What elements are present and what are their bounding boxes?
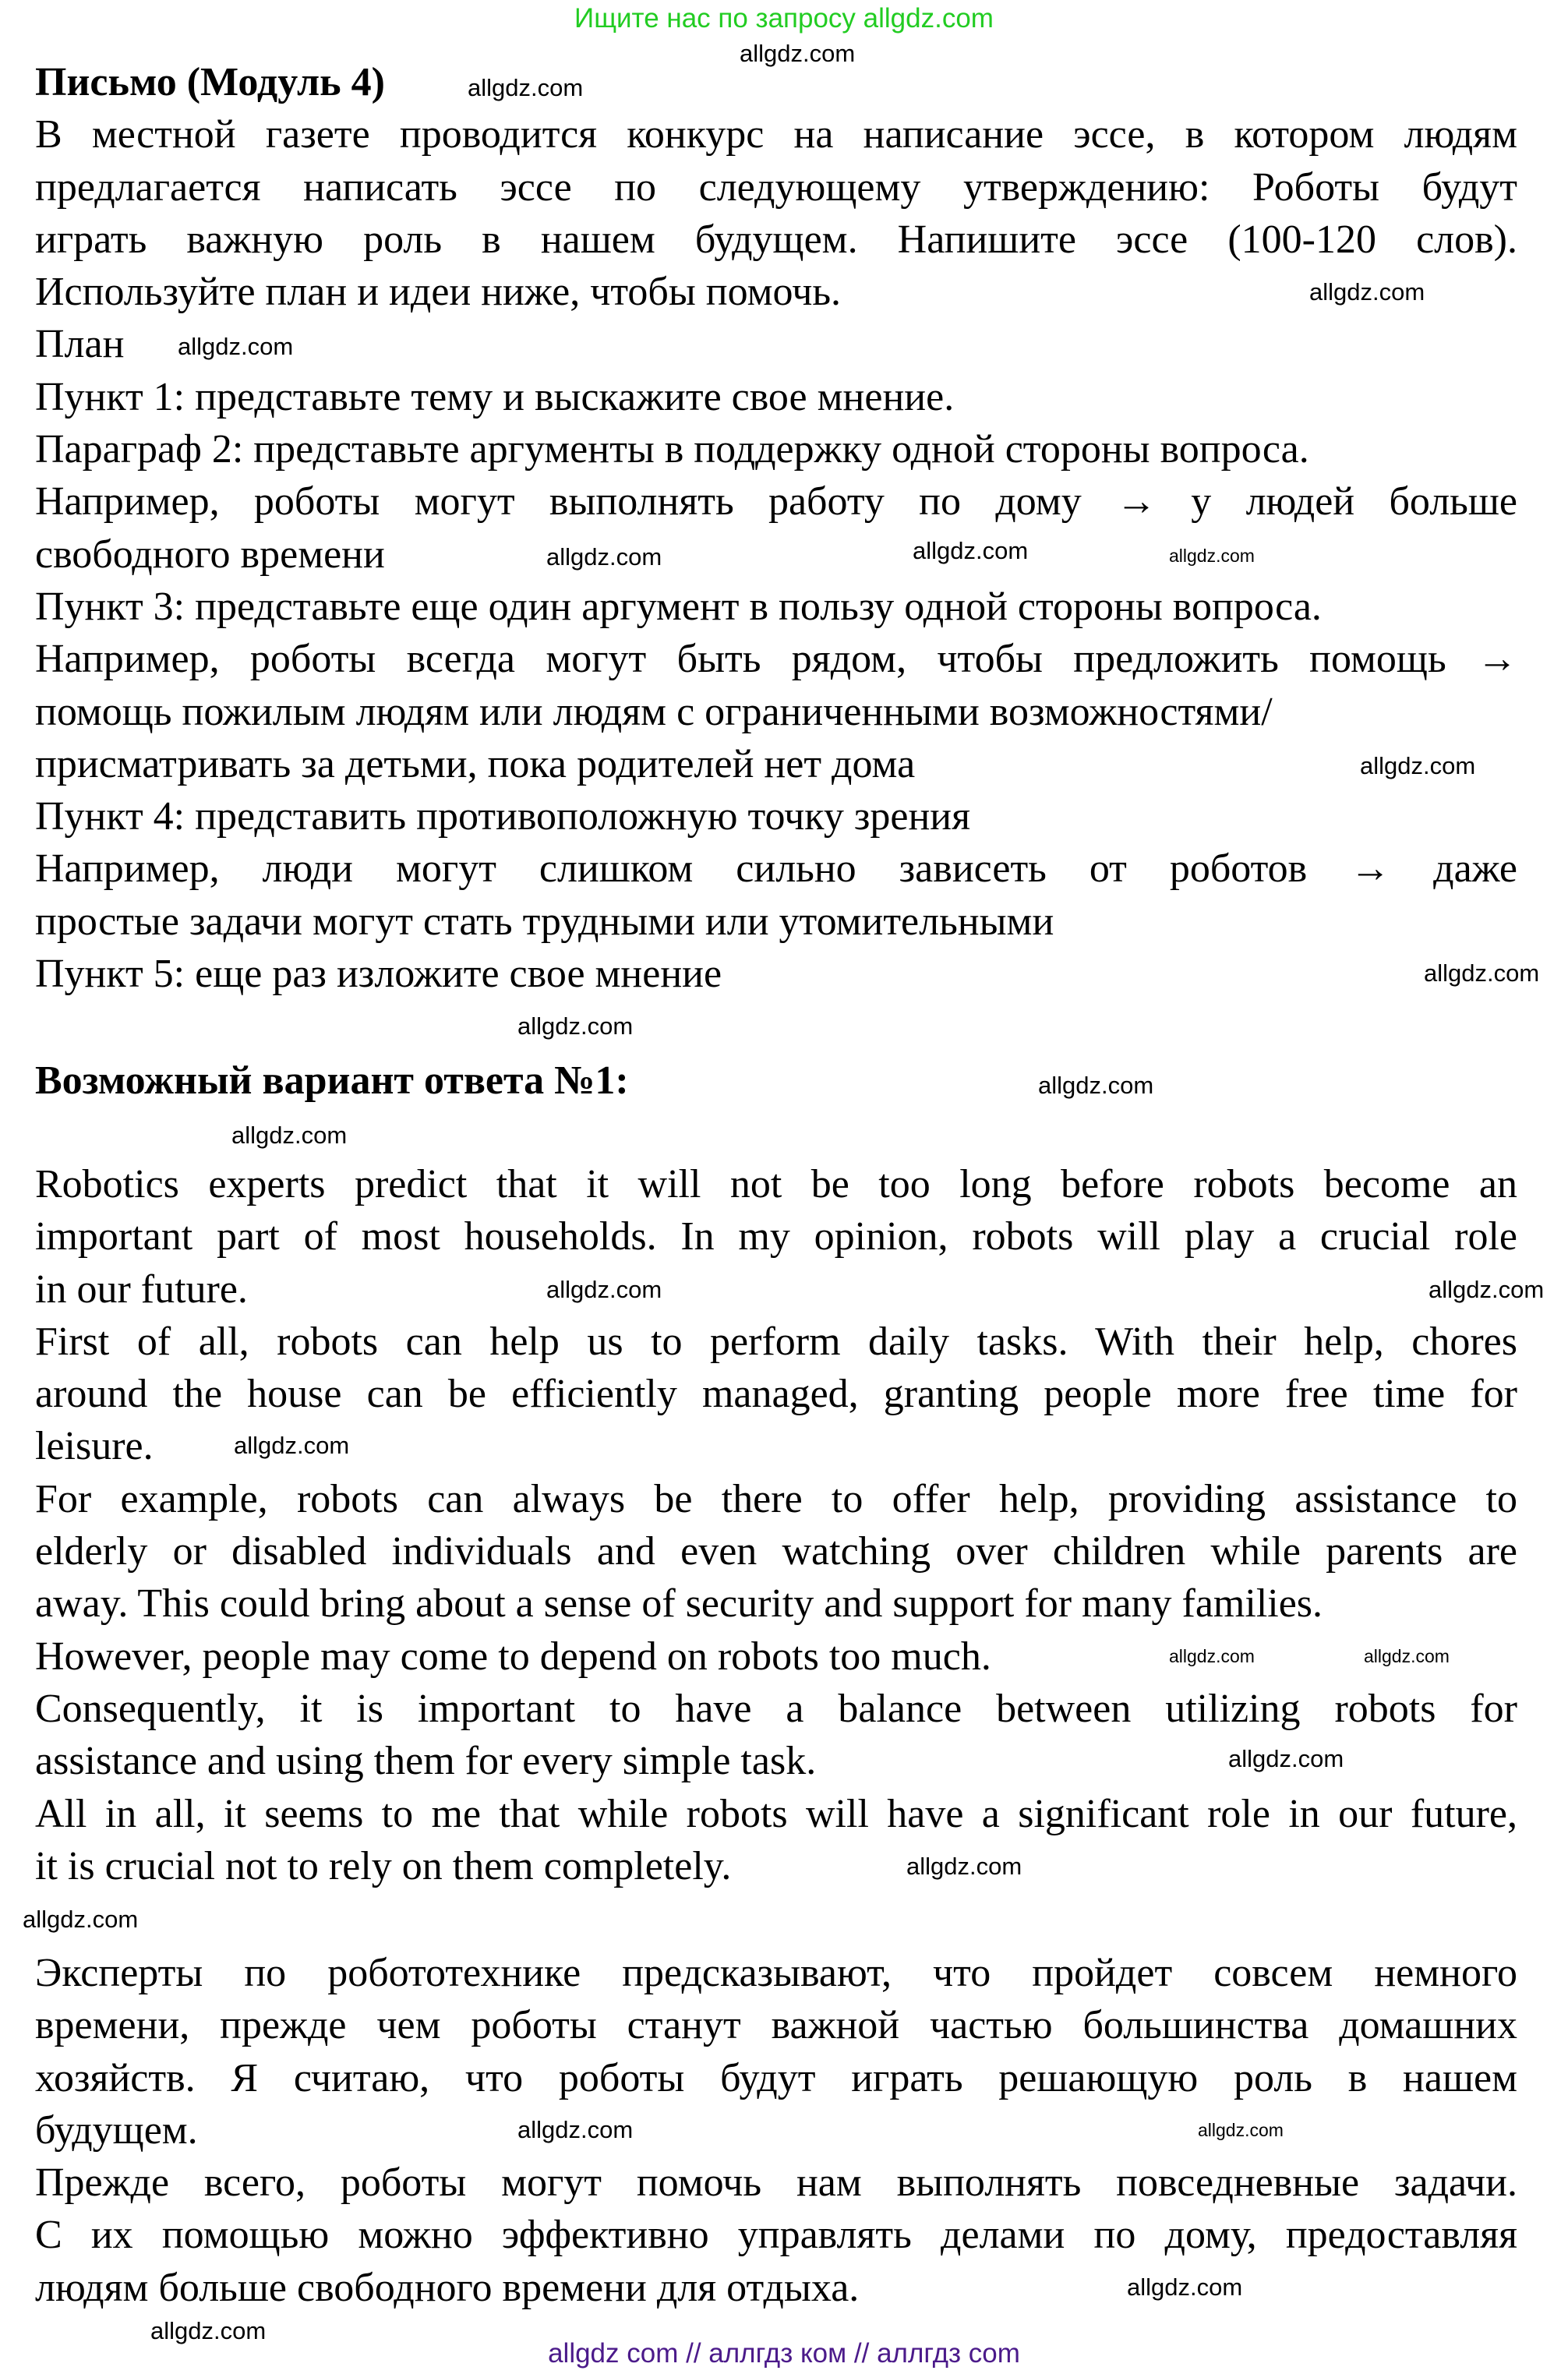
english-answer: [35, 1158, 1517, 1892]
translation-line: будущем.: [35, 2107, 198, 2153]
answer-line: away. This could bring about a sense of security and support for many families.: [35, 1581, 1323, 1627]
translation-line: времени, прежде чем роботы станут важной частью большинства домашних: [35, 2003, 1517, 2048]
answer-line: it is crucial not to rely on them completely.: [35, 1843, 732, 1888]
task-line: Используйте план и идеи ниже, чтобы помочь.: [35, 270, 842, 315]
plan-item: Пункт 5: еще раз изложите свое мнение: [35, 952, 722, 997]
answer-line: in our future.: [35, 1266, 248, 1312]
top-banner: Ищите нас по запросу allgdz.com: [574, 3, 994, 34]
answer-line: leisure.: [35, 1424, 154, 1469]
task-line: В местной газете проводится конкурс на написание эссе, в котором людям: [35, 112, 1517, 157]
watermark: allgdz.com: [1309, 278, 1425, 306]
watermark: allgdz.com: [906, 1853, 1022, 1880]
watermark: allgdz.com: [234, 1432, 350, 1459]
plan-item: свободного времени: [35, 532, 385, 577]
answer-line: First of all, robots can help us to perform daily tasks. With their help, chores: [35, 1319, 1517, 1364]
plan-item: присматривать за детьми, пока родителей нет дома: [35, 741, 916, 786]
translation-line: хозяйств. Я считаю, что роботы будут играть решающую роль в нашем: [35, 2055, 1517, 2100]
russian-translation: [35, 1947, 1517, 2314]
watermark: allgdz.com: [1364, 1646, 1450, 1666]
answer-line: around the house can be efficiently managed, granting people more free time for: [35, 1372, 1517, 1417]
watermark: allgdz.com: [178, 333, 294, 360]
translation-line: Прежде всего, роботы могут помочь нам выполнять повседневные задачи.: [35, 2160, 1517, 2206]
task-section: [35, 56, 1517, 1000]
watermark: allgdz.com: [1038, 1072, 1154, 1099]
watermark: allgdz.com: [231, 1122, 348, 1149]
answer-line: important part of most households. In my opinion, robots will play a crucial role: [35, 1214, 1517, 1259]
answer-line: All in all, it seems to me that while robots will have a significant role in our future,: [35, 1791, 1517, 1836]
plan-item: Например, роботы могут выполнять работу по дому → у людей больше: [35, 479, 1517, 525]
translation-line: Эксперты по робототехнике предсказывают, что пройдет совсем немного: [35, 1951, 1517, 1995]
watermark: allgdz.com: [517, 2116, 634, 2143]
watermark: allgdz.com: [1424, 959, 1540, 987]
answer-heading-block: [35, 1055, 1517, 1107]
translation-line: С их помощью можно эффективно управлять делами по дому, предоставляя: [35, 2213, 1517, 2258]
task-line: играть важную роль в нашем будущем. Напишите эссе (100-120 слов).: [35, 217, 1517, 262]
watermark: allgdz.com: [517, 1012, 634, 1040]
task-line: предлагается написать эссе по следующему утверждению: Роботы будут: [35, 164, 1517, 210]
watermark: allgdz.com: [23, 1906, 139, 1933]
answer-line: Robotics experts predict that it will not be too long before robots become an: [35, 1162, 1517, 1206]
answer-line: assistance and using them for every simple task.: [35, 1739, 817, 1784]
plan-item: простые задачи могут стать трудными или утомительными: [35, 899, 1054, 944]
plan-item: Например, роботы всегда могут быть рядом, чтобы предложить помощь →: [35, 637, 1517, 682]
watermark: allgdz.com: [913, 537, 1029, 564]
watermark: allgdz.com: [1429, 1276, 1545, 1303]
plan-item: Пункт 4: представить противоположную точку зрения: [35, 794, 971, 839]
answer-line: Consequently, it is important to have a balance between utilizing robots for: [35, 1686, 1517, 1731]
plan-item: помощь пожилым людям или людям с ограниченными возможностями/: [35, 689, 1273, 734]
watermark: allgdz.com: [546, 1276, 662, 1303]
plan-item: Например, люди могут слишком сильно зависеть от роботов → даже: [35, 846, 1517, 892]
watermark: allgdz.com: [546, 543, 662, 571]
watermark: allgdz.com: [1228, 1745, 1344, 1772]
plan-heading: План: [35, 322, 125, 367]
watermark: allgdz.com: [1198, 2120, 1284, 2140]
plan-item: Параграф 2: представьте аргументы в поддержку одной стороны вопроса.: [35, 427, 1309, 472]
watermark: allgdz.com: [150, 2317, 267, 2344]
task-title: Письмо (Модуль 4): [35, 60, 385, 104]
watermark: allgdz.com: [1169, 546, 1255, 566]
watermark: allgdz.com: [468, 74, 584, 101]
answer-line: For example, robots can always be there to offer help, providing assistance to: [35, 1476, 1517, 1521]
answer-heading: Возможный вариант ответа №1:: [35, 1058, 629, 1103]
watermark: allgdz.com: [1360, 752, 1476, 779]
answer-line: elderly or disabled individuals and even watching over children while parents are: [35, 1529, 1517, 1574]
plan-item: Пункт 1: представьте тему и выскажите свое мнение.: [35, 374, 955, 419]
watermark: allgdz.com: [740, 40, 856, 67]
translation-line: людям больше свободного времени для отдыха.: [35, 2265, 860, 2310]
watermark: allgdz.com: [1169, 1646, 1255, 1666]
bottom-banner: allgdz com // аллгдз ком // аллгдз com: [548, 2338, 1020, 2369]
watermark: allgdz.com: [1127, 2273, 1243, 2301]
plan-item: Пункт 3: представьте еще один аргумент в пользу одной стороны вопроса.: [35, 584, 1322, 629]
answer-line: However, people may come to depend on robots too much.: [35, 1634, 991, 1679]
